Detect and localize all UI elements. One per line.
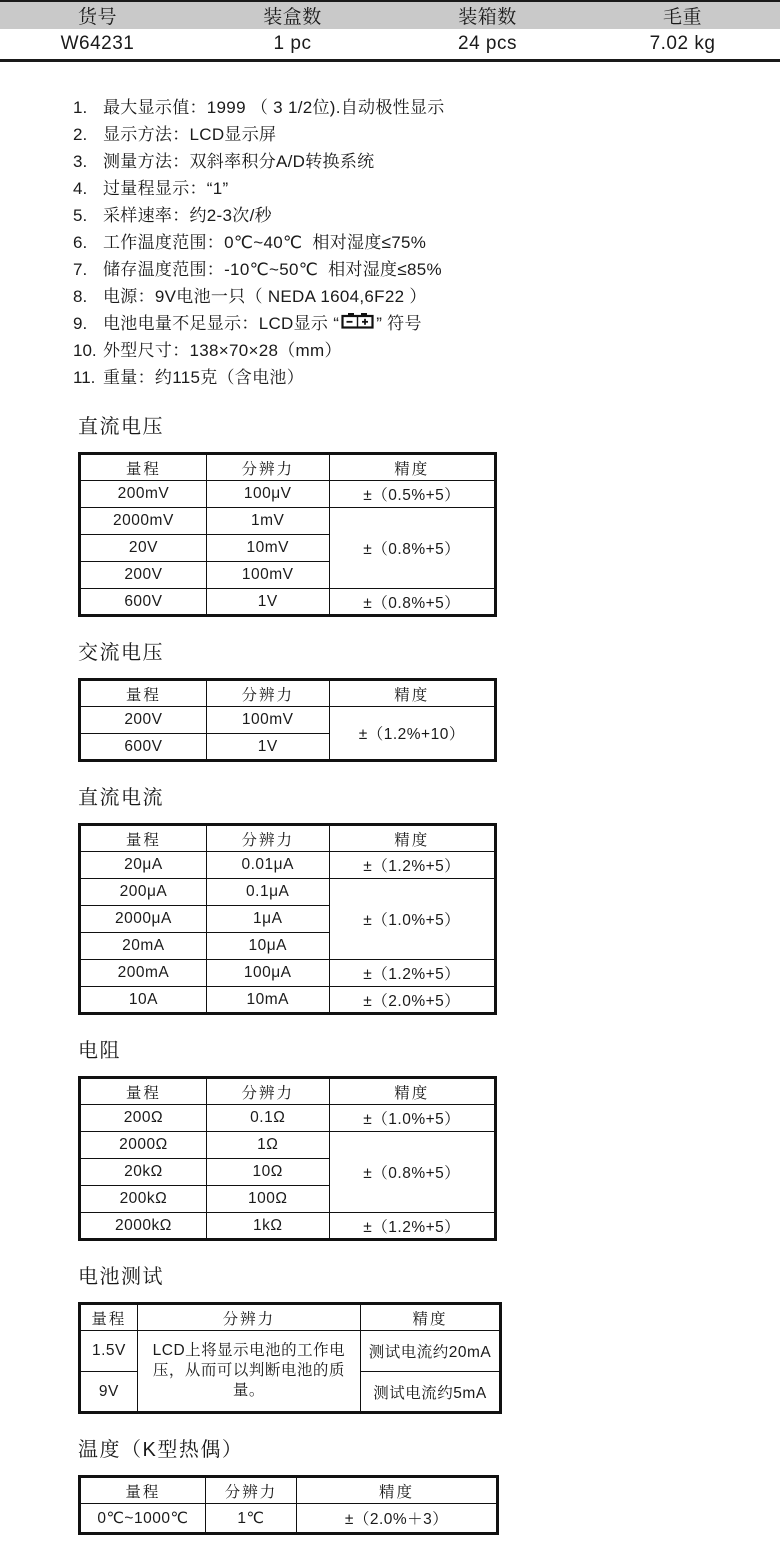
table-body — [80, 707, 496, 761]
table-cell: 20kΩ — [80, 1159, 207, 1186]
spec-item-number: 3. — [73, 152, 88, 171]
table-head — [80, 680, 496, 707]
table-header-row — [80, 1304, 501, 1331]
spec-item-number: 11. — [73, 368, 96, 387]
table-cell: 1mV — [206, 508, 329, 535]
table-row — [80, 1132, 496, 1159]
spec-item — [73, 202, 780, 229]
table-cell: 测试电流约20mA — [360, 1331, 500, 1372]
spec-section — [78, 781, 780, 1015]
table-cell: ±（0.8%+5） — [329, 1132, 495, 1213]
table-cell: 600V — [80, 734, 207, 761]
table-cell: 200mA — [80, 960, 207, 987]
spec-item — [73, 148, 780, 175]
spec-item-text: 储存温度范围：-10℃~50℃ 相对湿度≤85% — [103, 260, 442, 279]
table-header-cell: 分辨力 — [206, 454, 329, 481]
info-value-row — [0, 29, 780, 59]
battery-low-icon — [341, 310, 374, 337]
table-row — [80, 1504, 498, 1534]
table-row — [80, 589, 496, 616]
table-cell: 200kΩ — [80, 1186, 207, 1213]
table-cell: 10A — [80, 987, 207, 1014]
spec-item — [73, 229, 780, 256]
table-cell: 2000μA — [80, 906, 207, 933]
table-cell: ±（0.5%+5） — [329, 481, 495, 508]
table-header-row — [80, 680, 496, 707]
table-cell: 1μA — [206, 906, 329, 933]
table-row — [80, 707, 496, 734]
spec-item-number: 1. — [73, 98, 88, 117]
table-header-cell: 精度 — [297, 1477, 498, 1504]
table-header-cell: 量程 — [80, 1078, 207, 1105]
table-header-cell: 量程 — [80, 1304, 138, 1331]
spec-item-text: 工作温度范围：0℃~40℃ 相对湿度≤75% — [103, 233, 427, 252]
spec-item-text: 显示方法：LCD显示屏 — [103, 125, 277, 144]
table-row — [80, 1105, 496, 1132]
table-row — [80, 508, 496, 535]
spec-table — [78, 678, 497, 762]
table-head — [80, 1477, 498, 1504]
table-cell: 20mA — [80, 933, 207, 960]
info-value-box-qty: 1 pc — [273, 33, 312, 54]
spec-item — [73, 337, 780, 364]
table-cell: 0℃~1000℃ — [80, 1504, 206, 1534]
table-cell: 200Ω — [80, 1105, 207, 1132]
section-title: 直流电压 — [78, 416, 164, 438]
table-cell: ±（2.0%＋3） — [297, 1504, 498, 1534]
table-header-row — [80, 1477, 498, 1504]
spec-item — [73, 364, 780, 391]
table-cell: 10Ω — [206, 1159, 329, 1186]
spec-item-text: 最大显示值：1999 （ 3 1/2位).自动极性显示 — [103, 98, 445, 117]
table-cell: 2000mV — [80, 508, 207, 535]
table-header-row — [80, 825, 496, 852]
spec-table — [78, 1302, 502, 1414]
table-cell: 0.1Ω — [206, 1105, 329, 1132]
spec-table — [78, 823, 497, 1015]
table-header-cell: 分辨力 — [206, 1078, 329, 1105]
table-cell: 1℃ — [205, 1504, 296, 1534]
table-cell: 1.5V — [80, 1331, 138, 1372]
table-cell: 0.01μA — [206, 852, 329, 879]
spec-section — [78, 1034, 780, 1241]
table-cell: ±（1.2%+5） — [329, 852, 495, 879]
section-title: 交流电压 — [78, 642, 164, 664]
table-cell: 600V — [80, 589, 207, 616]
spec-item — [73, 175, 780, 202]
table-cell: 2000Ω — [80, 1132, 207, 1159]
table-cell: 0.1μA — [206, 879, 329, 906]
spec-item-number: 2. — [73, 125, 88, 144]
table-body — [80, 1105, 496, 1240]
section-title: 直流电流 — [78, 787, 164, 809]
spec-section — [78, 410, 780, 617]
table-head — [80, 825, 496, 852]
spec-item-number: 8. — [73, 287, 88, 306]
table-cell: ±（1.0%+5） — [329, 1105, 495, 1132]
spec-item — [73, 94, 780, 121]
spec-section — [78, 1433, 780, 1535]
table-cell: 9V — [80, 1372, 138, 1413]
table-cell: 100mV — [206, 562, 329, 589]
table-row — [80, 481, 496, 508]
table-head — [80, 454, 496, 481]
table-cell: 200mV — [80, 481, 207, 508]
spec-item-number: 6. — [73, 233, 88, 252]
info-header-box-qty: 装盒数 — [263, 7, 322, 28]
table-header-cell: 精度 — [329, 1078, 495, 1105]
spec-item-text: 重量：约115克（含电池） — [103, 368, 305, 387]
spec-item-number: 4. — [73, 179, 88, 198]
table-header-cell: 量程 — [80, 680, 207, 707]
info-value-item-no: W64231 — [60, 33, 135, 54]
info-value-gross-wt: 7.02 kg — [649, 33, 716, 54]
spec-item-number: 7. — [73, 260, 88, 279]
table-header-cell: 分辨力 — [206, 825, 329, 852]
spec-section — [78, 1260, 780, 1414]
table-header-cell: 精度 — [329, 825, 495, 852]
spec-table — [78, 1475, 499, 1535]
table-header-cell: 分辨力 — [206, 680, 329, 707]
spec-item — [73, 121, 780, 148]
table-body — [80, 481, 496, 616]
table-cell: LCD上将显示电池的工作电压，从而可以判断电池的质量。 — [137, 1331, 360, 1413]
table-cell: ±（2.0%+5） — [329, 987, 495, 1014]
table-header-cell: 量程 — [80, 454, 207, 481]
table-cell: ±（0.8%+5） — [329, 589, 495, 616]
table-header-cell: 精度 — [329, 680, 495, 707]
table-body — [80, 1331, 501, 1413]
table-row — [80, 852, 496, 879]
table-body — [80, 1504, 498, 1534]
table-cell: 测试电流约5mA — [360, 1372, 500, 1413]
table-cell: 2000kΩ — [80, 1213, 207, 1240]
table-row — [80, 960, 496, 987]
table-cell: ±（1.2%+5） — [329, 1213, 495, 1240]
table-header-cell: 精度 — [360, 1304, 500, 1331]
spec-sections — [78, 410, 780, 1535]
spec-item-number: 9. — [73, 314, 88, 333]
spec-table — [78, 1076, 497, 1241]
table-body — [80, 852, 496, 1014]
table-cell: 100μA — [206, 960, 329, 987]
spec-list — [73, 94, 780, 391]
spec-item-text: 采样速率：约2-3次/秒 — [103, 206, 272, 225]
table-cell: 1V — [206, 589, 329, 616]
table-head — [80, 1304, 501, 1331]
table-header-cell: 量程 — [80, 825, 207, 852]
table-row — [80, 987, 496, 1014]
table-cell: 20μA — [80, 852, 207, 879]
spec-item-text: 外型尺寸：138×70×28（mm） — [103, 341, 342, 360]
spec-section — [78, 636, 780, 762]
table-header-cell: 量程 — [80, 1477, 206, 1504]
table-row — [80, 1213, 496, 1240]
table-header-cell: 分辨力 — [205, 1477, 296, 1504]
table-cell: 100Ω — [206, 1186, 329, 1213]
spec-item-number: 10. — [73, 341, 97, 360]
spec-item-text: 电源：9V电池一只（ NEDA 1604,6F22 ） — [103, 287, 427, 306]
table-cell: 200μA — [80, 879, 207, 906]
info-header-gross-wt: 毛重 — [662, 7, 702, 28]
table-head — [80, 1078, 496, 1105]
section-title: 电阻 — [78, 1040, 121, 1062]
info-header-carton-qty: 装箱数 — [458, 7, 517, 28]
table-cell: ±（1.0%+5） — [329, 879, 495, 960]
info-header-item-no: 货号 — [77, 7, 117, 28]
table-header-row — [80, 1078, 496, 1105]
spec-item-number: 5. — [73, 206, 88, 225]
table-header-cell: 分辨力 — [137, 1304, 360, 1331]
spec-item — [73, 256, 780, 283]
table-cell: ±（1.2%+5） — [329, 960, 495, 987]
table-cell: 200V — [80, 562, 207, 589]
table-cell: 1kΩ — [206, 1213, 329, 1240]
table-cell: 1V — [206, 734, 329, 761]
table-cell: 10μA — [206, 933, 329, 960]
table-cell: ±（0.8%+5） — [329, 508, 495, 589]
table-header-cell: 精度 — [329, 454, 495, 481]
table-cell: 10mA — [206, 987, 329, 1014]
spec-item-text-before: 电池电量不足显示：LCD显示 “ — [103, 314, 340, 333]
spec-item — [73, 283, 780, 310]
table-cell: 100mV — [206, 707, 329, 734]
info-header-row — [0, 2, 780, 29]
spec-item — [73, 310, 780, 337]
table-cell: 10mV — [206, 535, 329, 562]
table-row — [80, 879, 496, 906]
spec-item-text-after: ” 符号 — [376, 314, 422, 333]
table-cell: 20V — [80, 535, 207, 562]
spec-item-text: 测量方法：双斜率积分A/D转换系统 — [103, 152, 375, 171]
table-cell: 100μV — [206, 481, 329, 508]
table-cell: ±（1.2%+10） — [329, 707, 495, 761]
section-title: 温度（K型热偶） — [78, 1439, 244, 1461]
info-value-carton-qty: 24 pcs — [458, 33, 517, 54]
product-info-table — [0, 0, 780, 62]
table-header-row — [80, 454, 496, 481]
table-cell: 200V — [80, 707, 207, 734]
table-row — [80, 1331, 501, 1372]
spec-table — [78, 452, 497, 617]
table-cell: 1Ω — [206, 1132, 329, 1159]
spec-item-text: 过量程显示：“1” — [103, 179, 229, 198]
section-title: 电池测试 — [78, 1266, 164, 1288]
